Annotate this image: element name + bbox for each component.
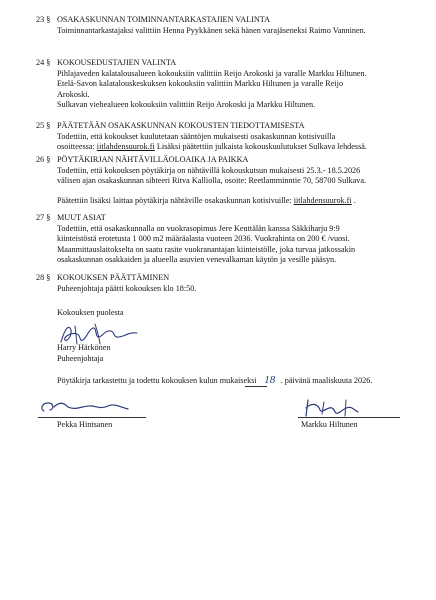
date-underline xyxy=(245,386,267,387)
section-26 xyxy=(36,155,426,206)
verification-text: Pöytäkirja tarkastettu ja todettu kokouksen kulun mukaiseksi 18 . päivänä maaliskuuta 2026. xyxy=(57,374,373,386)
section-text: kiinteistöstä erotetusta 1 000 m2 määräalasta vuoteen 2036. Vuokrahinta on 200 € /vuosi. xyxy=(57,234,350,244)
section-text: Pihlajaveden kalatalousalueen kokouksiin valittiin Reijo Arokoski ja varalle Markku Hiltunen. xyxy=(57,68,367,78)
section-text: Todettiin, että kokouksen pöytäkirja on nähtävillä kokouskutsun mukaisesti 25.3.- 18.5.2026 xyxy=(57,165,361,175)
homepage-link[interactable]: iitlahdensuurok.fi xyxy=(293,195,352,205)
section-text: osoitteessa: iitlahdensuurok.fi Lisäksi päätettiin julkaista kokouskuulutukset Sulkava lehdessä. xyxy=(57,142,367,152)
section-text: Etelä-Savon kalatalouskeskuksen kokouksiin valittiin Markku Hiltunen ja varalle Reijo xyxy=(57,79,344,89)
section-number: 24 § xyxy=(36,58,51,67)
homepage-link[interactable]: iitlahdensuurok.fi xyxy=(96,142,155,152)
section-text: Sulkavan viehealueen kokouksiin valittiin Reijo Arokoski ja Markku Hiltunen. xyxy=(57,100,316,110)
section-title: MUUT ASIAT xyxy=(57,213,106,222)
section-text: Todettiin, että osakaskunnalla on vuokrasopimus Jere Kenttälän kanssa Säkkiharju 9:9 xyxy=(57,223,340,233)
section-text: Toiminnantarkastajaksi valittiin Henna Pyykkänen sekä hänen varajäseneksi Raimo Vanninen. xyxy=(57,25,366,35)
section-number: 28 § xyxy=(36,273,51,282)
section-25 xyxy=(36,121,426,153)
section-title: KOKOUSEDUSTAJIEN VALINTA xyxy=(57,58,177,67)
section-title: OSAKASKUNNAN TOIMINNANTARKASTAJIEN VALINTA xyxy=(57,15,271,24)
section-24 xyxy=(36,58,426,111)
section-text: osakaskunnan osakkaiden ja alueella asuvien venevalkaman käytön ja vesille pääsyn. xyxy=(57,255,337,265)
right-signature-line xyxy=(298,417,400,418)
section-text: Arokoski. xyxy=(57,89,90,99)
section-text: Todettiin, että kokoukset kuulutetaan sääntöjen mukaisesti osakaskunnan kotisivuilla xyxy=(57,131,336,141)
section-number: 27 § xyxy=(36,213,51,222)
section-text: Päätettiin lisäksi laittaa pöytäkirja nähtäville osakaskunnan kotisivuille: iitlahdensuurok.fi . xyxy=(57,195,356,205)
handwritten-day: 18 xyxy=(264,374,276,386)
section-28 xyxy=(36,273,426,294)
section-27 xyxy=(36,213,426,266)
chair-role: Puheenjohtaja xyxy=(57,354,104,363)
section-number: 25 § xyxy=(36,121,51,130)
left-signature-line xyxy=(38,417,146,418)
chair-name: Harry Härkönen xyxy=(57,343,111,352)
section-text: Maanmittauslaitokselta on saatu rasite vuokranantajan kiinteistölle, joka turvaa jatkossakin xyxy=(57,244,356,254)
on-behalf-label: Kokouksen puolesta xyxy=(57,308,124,317)
section-number: 26 § xyxy=(36,155,51,164)
section-text: välisen ajan osakaskunnan sihteeri Ritva Kalliolla, osoite: Reetlamminntie 70, 58700 Sulkava. xyxy=(57,176,367,186)
section-title: PÄÄTETÄÄN OSAKASKUNNAN KOKOUSTEN TIEDOTTAMISESTA xyxy=(57,121,305,130)
section-title: KOKOUKSEN PÄÄTTÄMINEN xyxy=(57,273,170,282)
left-checker-name: Pekka Hintsanen xyxy=(57,420,113,429)
left-checker-signature xyxy=(36,397,136,419)
right-checker-name: Markku Hiltunen xyxy=(301,420,358,429)
section-number: 23 § xyxy=(36,15,51,24)
section-23 xyxy=(36,15,426,36)
section-text: Puheenjohtaja päätti kokouksen klo 18:50. xyxy=(57,283,197,293)
section-title: PÖYTÄKIRJAN NÄHTÄVILLÄOLOAIKA JA PAIKKA xyxy=(57,155,249,164)
